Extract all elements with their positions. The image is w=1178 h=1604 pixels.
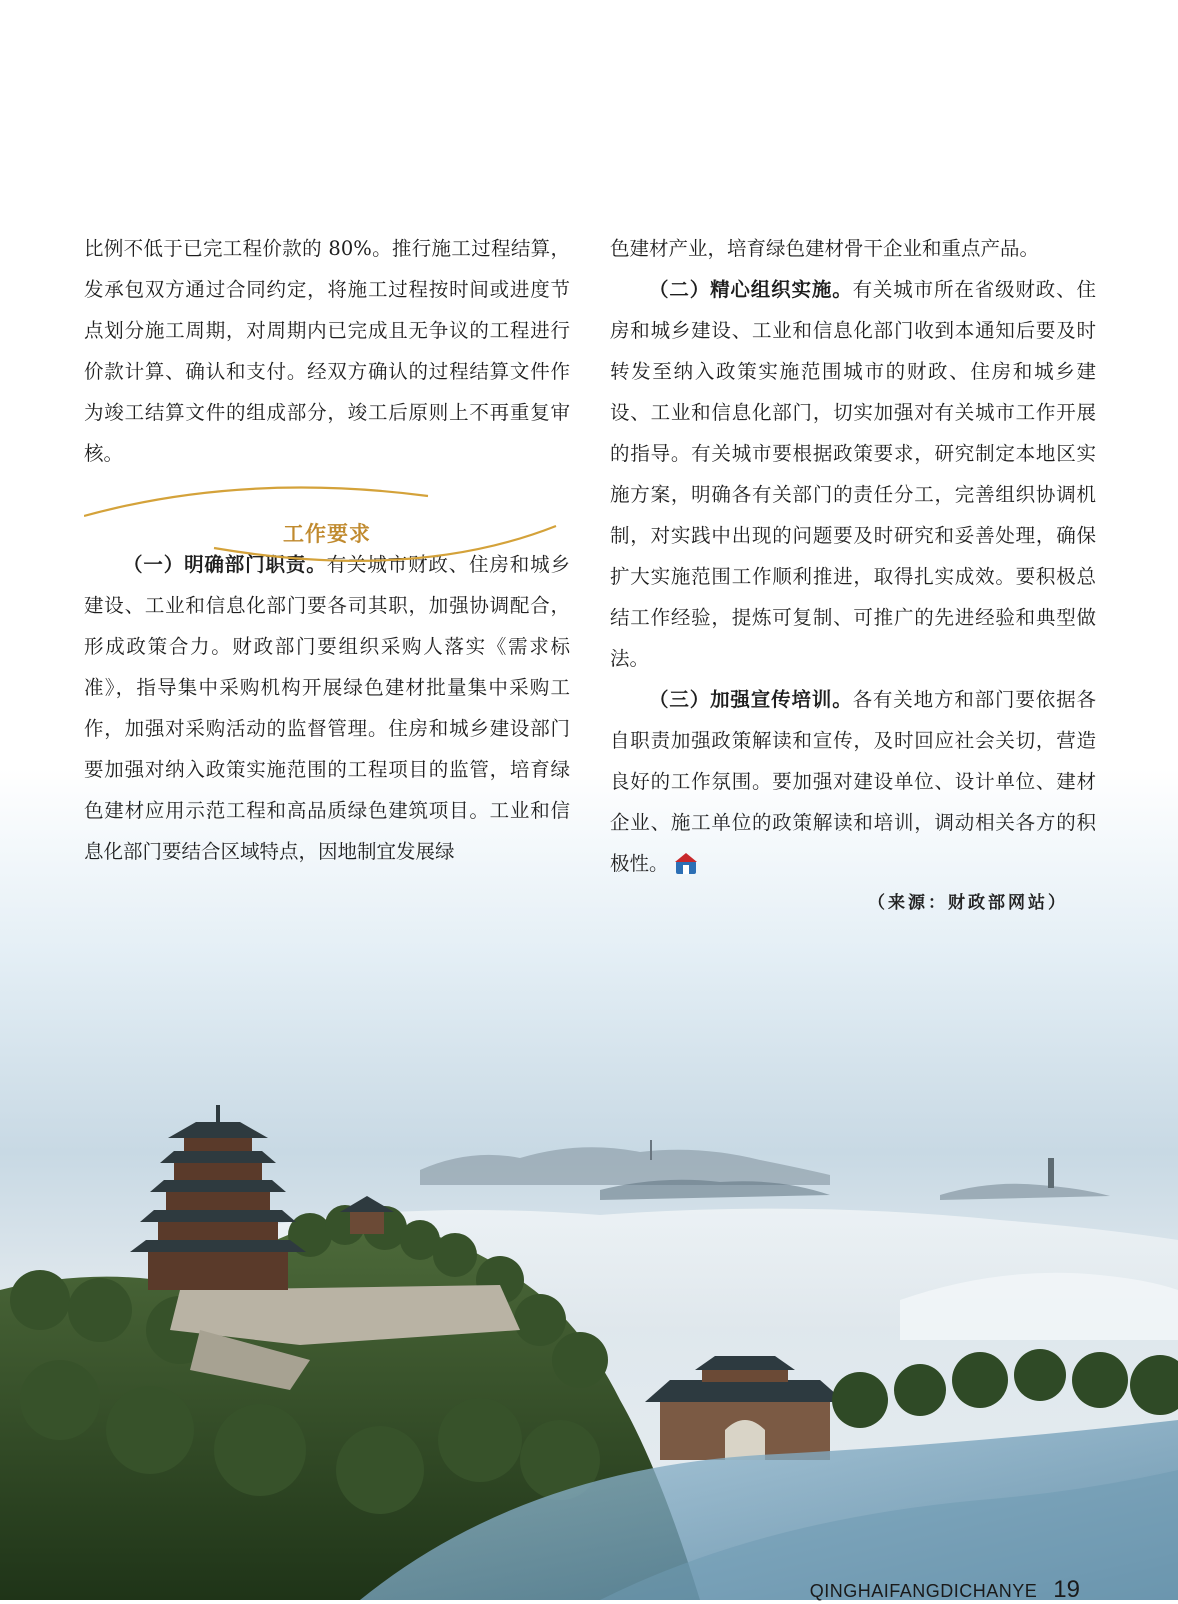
left-paragraph-1: 比例不低于已完工程价款的 80%。推行施工过程结算，发承包双方通过合同约定，将施工过程按时间或进度节点划分施工周期，对周期内已完成且无争议的工程进行价款计算、确认和支付。经双方确认的过程结算文件作为竣工结算文件的组成部分，竣工后原则上不再重复审核。 [84, 237, 570, 465]
right-paragraph-3-heading: （三）加强宣传培训。 [649, 688, 853, 711]
right-paragraph-3 [610, 679, 1096, 884]
page-number: 19 [1053, 1576, 1080, 1603]
right-paragraph-2-heading: （二）精心组织实施。 [649, 278, 853, 301]
section-title: 工作要求 [283, 522, 371, 546]
right-text-column [610, 228, 1096, 884]
right-paragraph-1: 色建材产业，培育绿色建材骨干企业和重点产品。 [610, 237, 1040, 260]
left-paragraph-2 [84, 544, 570, 872]
house-logo-icon [673, 850, 699, 876]
source-attribution: （来源：财政部网站） [868, 893, 1068, 913]
left-paragraph-2-heading: （一）明确部门职责。 [123, 553, 327, 576]
section-heading [84, 486, 570, 582]
left-paragraph-2-body: 有关城市财政、住房和城乡建设、工业和信息化部门要各司其职，加强协调配合，形成政策合力。财政部门要组织采购人落实《需求标准》，指导集中采购机构开展绿色建材批量集中采购工作，加强对采购活动的监督管理。住房和城乡建设部门要加强对纳入政策实施范围的工程项目的监管，培育绿色建材应用示范工程和高品质绿色建筑项目。工业和信息化部门要结合区域特点，因地制宜发展绿 [84, 553, 570, 863]
right-paragraph-2-body: 有关城市所在省级财政、住房和城乡建设、工业和信息化部门收到本通知后要及时转发至纳入政策实施范围城市的财政、住房和城乡建设、工业和信息化部门，切实加强对有关城市工作开展的指导。有关城市要根据政策要求，研究制定本地区实施方案，明确各有关部门的责任分工，完善组织协调机制，对实践中出现的问题要及时研究和妥善处理，确保扩大实施范围工作顺利推进，取得扎实成效。要积极总结工作经验，提炼可复制、可推广的先进经验和典型做法。 [610, 278, 1096, 670]
magazine-name: QINGHAIFANGDICHANYE [809, 1581, 1038, 1601]
right-paragraph-3-body: 各有关地方和部门要依据各自职责加强政策解读和宣传，及时回应社会关切，营造良好的工作氛围。要加强对建设单位、设计单位、建材企业、施工单位的政策解读和培训，调动相关各方的积极性。 [610, 688, 1096, 875]
right-paragraph-2 [610, 269, 1096, 679]
